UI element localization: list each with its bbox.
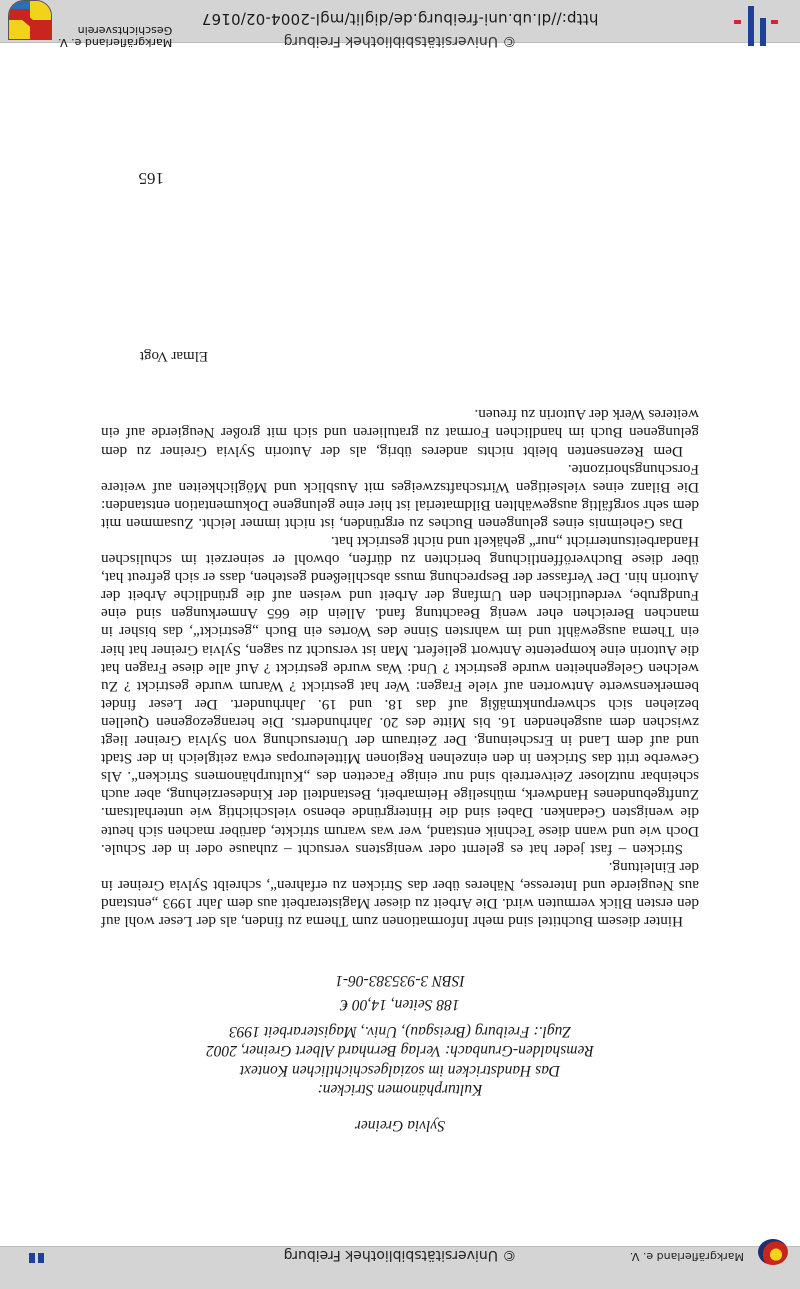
reviewer-signature: Elmar Vogt bbox=[139, 348, 208, 364]
bottom-info-bar bbox=[0, 0, 800, 49]
review-body bbox=[101, 405, 699, 930]
book-isbn: ISBN 3-935383-06-1 bbox=[335, 972, 465, 989]
top-info-bar bbox=[0, 1246, 800, 1289]
society-name: Markgräflerland e. V. Geschichtsverein bbox=[58, 24, 173, 49]
permalink-url[interactable]: http://dl.ub.uni-freiburg.de/diglit/mgl-2004-02/0167 bbox=[201, 10, 599, 28]
copyright-text: © Universitätsbibliothek Freiburg bbox=[283, 1247, 517, 1263]
book-title: Kulturphänomen Stricken: Das Handstricken im sozialgeschichtlichen Kontext bbox=[239, 1062, 561, 1098]
ub-freiburg-logo-icon bbox=[28, 1253, 44, 1263]
book-thesis-note: Zugl.: Freiburg (Breisgau), Univ., Magisterarbeit 1993 bbox=[229, 1023, 571, 1040]
society-name: Markgräflerland e. V. bbox=[629, 1250, 744, 1263]
book-publisher: Remshalden-Grunbach: Verlag Bernhard Albert Greiner, 2002 bbox=[206, 1042, 594, 1059]
review-paragraph: Das Geheimnis eines gelungenen Buches zu ergründen, ist nicht immer leicht. Zusammen mit dem sehr sorgfältig ausgewählten Bildmaterial ist hier eine gelungene Dokumentation entstanden: Die Bilanz eines vielseitigen Wirtschaftszweiges mit Ausblick und Möglichkeiten auf weitere Forschungshorizonte. bbox=[101, 460, 699, 532]
book-author: Sylvia Greiner bbox=[354, 1117, 446, 1134]
review-paragraph: Hinter diesem Buchtitel sind mehr Informationen zum Thema zu finden, als der Leser wohl auf den ersten Blick vermuten wird. Die Arbeit zu dieser Magisterarbeit aus dem Jahr 1993 „entstand aus Neugierde und Interesse, Näheres über das Stricken zu erfahren“, schreibt Sylvia Greiner in der Einleitung. bbox=[101, 858, 699, 930]
book-pages-price: 188 Seiten, 14,00 € bbox=[340, 996, 460, 1013]
copyright-text: © Universitätsbibliothek Freiburg bbox=[283, 33, 517, 49]
coat-of-arms-icon[interactable] bbox=[8, 0, 52, 40]
page-number: 165 bbox=[138, 169, 164, 188]
review-paragraph: Dem Rezensenten bleibt nichts anderes übrig, als der Autorin Sylvia Greiner zu dem gelungenen Buch im handlichen Format zu gratulieren und sich mit großer Neugierde auf ein weiteres Werk der Autorin zu freuen. bbox=[101, 406, 699, 460]
review-paragraph: Stricken – fast jeder hat es gelernt oder wenigstens versucht – zuhause oder in der Schule. Doch wie und wann diese Technik entstand, wer was warum strickte, darüber machen sich heute die wenigsten Gedanken. Dabei sind die Hintergründe ebenso vielschichtig wie unterhaltsam. Zunftgebundenes Handwerk, mühselige Heimarbeit, Bestandteil der Kindeserziehung, aber auch scheinbar nutzloser Zeitvertreib sind nur einige Facetten des „Kulturphänomens Stricken“. Als Gewerbe tritt das Stricken in den einzelnen Regionen Mitteleuropas etwa zeitgleich in der Stadt und auf dem Land in Erscheinung. Der Zeitraum der Untersuchung von Sylvia Greiner liegt zwischen dem ausgehenden 16. bis Mitte des 20. Jahrhunderts. Die herangezogenen Quellen beziehen sich schwerpunktmäßig auf das 18. und 19. Jahrhundert. Der Leser findet bemerkenswerte Antworten auf viele Fragen: Wer hat gestrickt ? Warum wurde gestrickt ? Zu welchen Gelegenheiten wurde gestrickt ? Und: Was wurde gestrickt ? Auf alle diese Fragen hat die Autorin eine kompetente Antwort geliefert. Man ist versucht zu sagen, Sylvia Greiner hat hier ein Thema ausgewählt und im wahrsten Sinne des Wortes ein Buch „gestrickt“, das bisher in manchen Bereichen eher wenig Beachtung fand. Allein die 665 Anmerkungen sind eine Fundgrube, verdeutlichen den Umfang der Arbeit und weisen auf die gründliche Arbeit der Autorin hin. Der Verfasser der Besprechung muss abschließend gestehen, dass er sich gefreut hat, über diese Buchveröffentlichung berichten zu dürfen, obwohl er seinerzeit im schulischen Handarbeitsunterricht „nur“ gehäkelt und nicht gestrickt hat. bbox=[101, 533, 699, 858]
